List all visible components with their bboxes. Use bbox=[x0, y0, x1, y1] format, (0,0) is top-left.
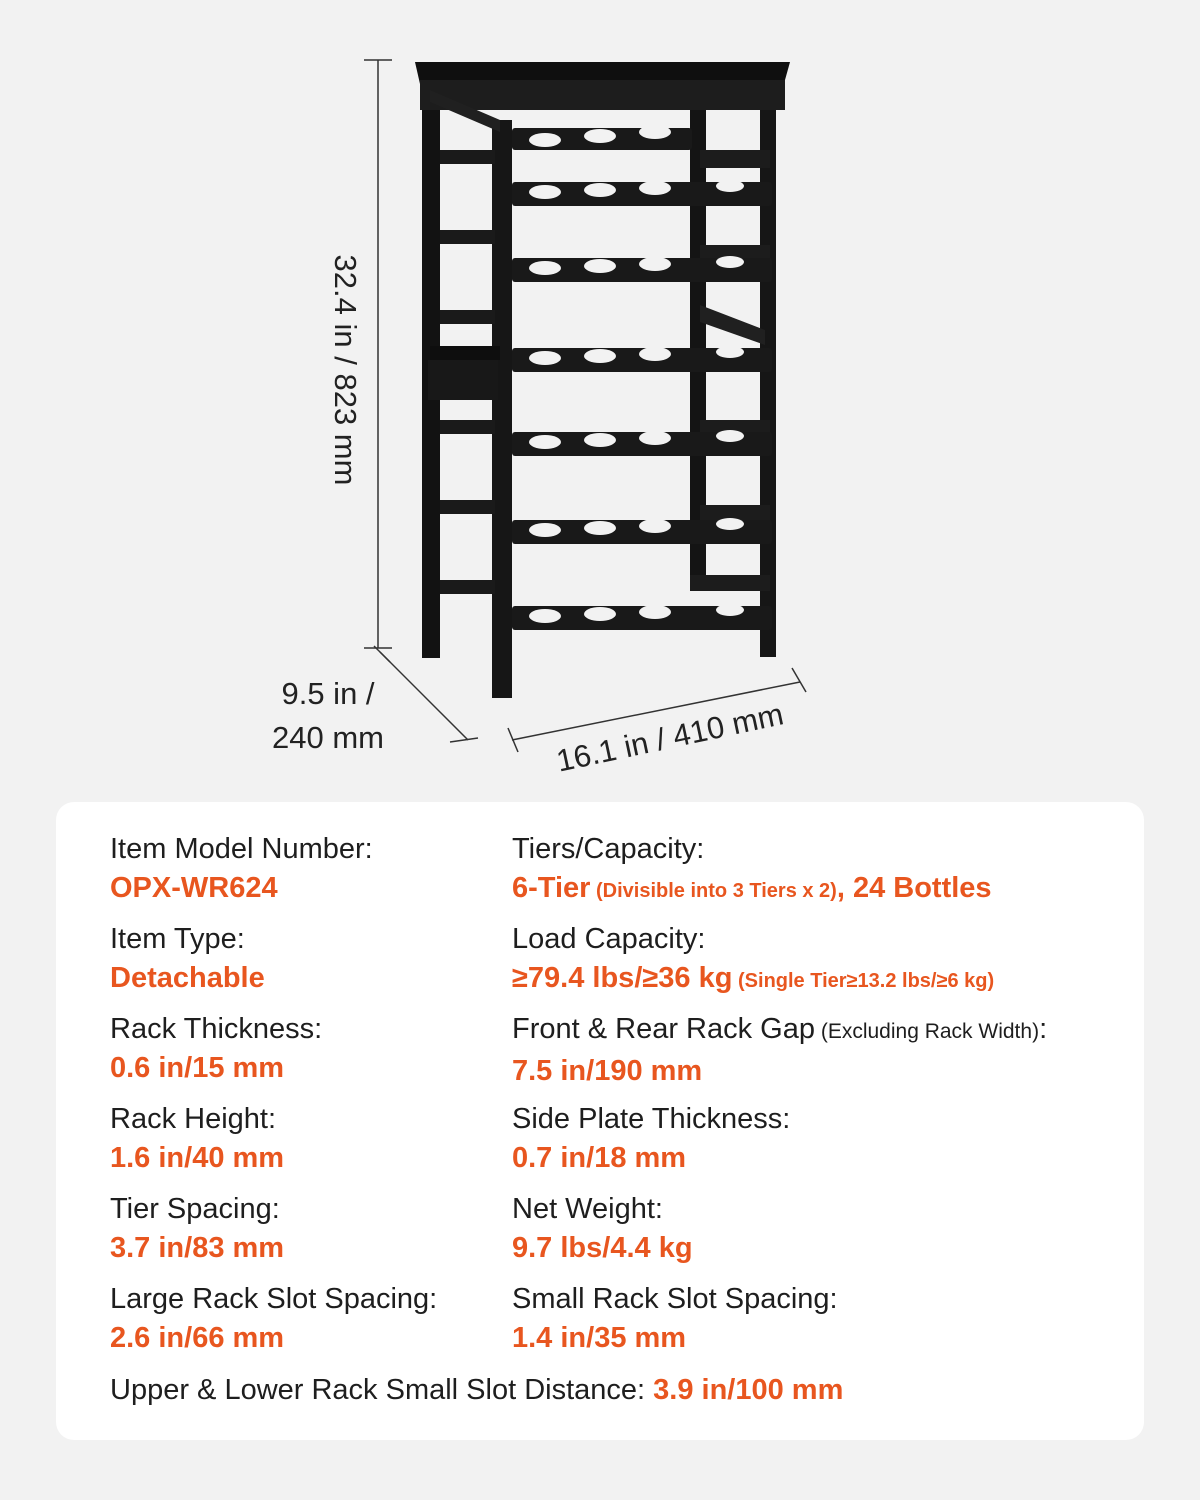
spec-value: 1.4 in/35 mm bbox=[512, 1322, 687, 1354]
spec-value: 0.7 in/18 mm bbox=[512, 1142, 687, 1174]
spec-type bbox=[110, 920, 265, 998]
height-dimension-line bbox=[364, 60, 392, 648]
gap-label-end: : bbox=[1039, 1013, 1048, 1045]
spec-value: 2.6 in/66 mm bbox=[110, 1322, 285, 1354]
spec-label: Small Rack Slot Spacing: bbox=[512, 1283, 838, 1315]
gap-label-note: (Excluding Rack Width) bbox=[815, 1020, 1040, 1043]
tiers-end: , 24 Bottles bbox=[836, 872, 992, 904]
spec-label: Rack Thickness: bbox=[110, 1013, 323, 1045]
depth-label-line1: 9.5 in / bbox=[281, 676, 375, 711]
spec-load bbox=[512, 920, 994, 1001]
spec-label: Large Rack Slot Spacing: bbox=[110, 1283, 438, 1315]
spec-side-plate bbox=[512, 1100, 790, 1178]
spec-label: Upper & Lower Rack Small Slot Distance: bbox=[110, 1374, 654, 1406]
spec-label bbox=[512, 1010, 1047, 1051]
load-main: ≥79.4 lbs/≥36 kg bbox=[512, 962, 733, 994]
spec-value: Detachable bbox=[110, 962, 265, 994]
spec-net-weight bbox=[512, 1190, 693, 1268]
spec-label: Load Capacity: bbox=[512, 923, 706, 955]
gap-label-main: Front & Rear Rack Gap bbox=[512, 1013, 815, 1045]
spec-tier-spacing bbox=[110, 1190, 284, 1268]
spec-value bbox=[512, 868, 992, 911]
tiers-main: 6-Tier bbox=[512, 872, 591, 904]
wine-rack bbox=[415, 62, 790, 698]
spec-value: 3.9 in/100 mm bbox=[653, 1374, 844, 1406]
height-dimension-label: 32.4 in / 823 mm bbox=[328, 254, 363, 486]
spec-value: 3.7 in/83 mm bbox=[110, 1232, 285, 1264]
spec-card bbox=[56, 802, 1144, 1440]
spec-thickness bbox=[110, 1010, 322, 1088]
spec-label: Tier Spacing: bbox=[110, 1193, 280, 1225]
spec-small-slot bbox=[512, 1280, 838, 1358]
spec-rack-height bbox=[110, 1100, 284, 1178]
spec-slot-distance bbox=[110, 1370, 843, 1410]
spec-value bbox=[512, 958, 994, 1001]
load-note: (Single Tier≥13.2 lbs/≥6 kg) bbox=[732, 970, 995, 992]
spec-label: Tiers/Capacity: bbox=[512, 833, 705, 865]
spec-tiers bbox=[512, 830, 992, 911]
spec-value: 9.7 lbs/4.4 kg bbox=[512, 1232, 693, 1264]
depth-dimension-label bbox=[258, 672, 398, 760]
spec-label: Item Type: bbox=[110, 923, 245, 955]
tiers-note: (Divisible into 3 Tiers x 2) bbox=[590, 880, 837, 902]
spec-model bbox=[110, 830, 373, 908]
spec-gap bbox=[512, 1010, 1047, 1091]
spec-label: Rack Height: bbox=[110, 1103, 277, 1135]
depth-label-line2: 240 mm bbox=[272, 720, 384, 755]
spec-large-slot bbox=[110, 1280, 437, 1358]
spec-label: Item Model Number: bbox=[110, 833, 373, 865]
spec-value: 1.6 in/40 mm bbox=[110, 1142, 285, 1174]
spec-label: Side Plate Thickness: bbox=[512, 1103, 791, 1135]
spec-label: Net Weight: bbox=[512, 1193, 663, 1225]
spec-value: 0.6 in/15 mm bbox=[110, 1052, 285, 1084]
spec-value: OPX-WR624 bbox=[110, 872, 278, 904]
width-dimension-label: 16.1 in / 410 mm bbox=[553, 696, 787, 779]
spec-value: 7.5 in/190 mm bbox=[512, 1055, 703, 1087]
